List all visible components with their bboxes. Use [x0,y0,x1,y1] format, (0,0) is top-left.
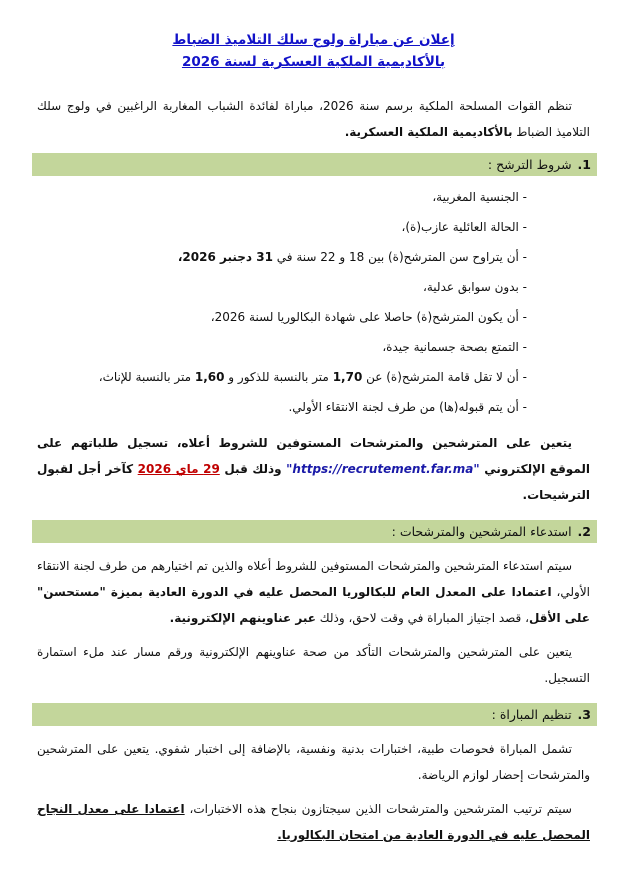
registration-deadline: 29 ماي 2026 [137,462,220,476]
condition-item [37,362,590,392]
paragraph-text: ، قصد اجتياز المباراة في وقت لاحق، وذلك [315,611,529,625]
condition-item: - بدون سوابق عدلية، [423,280,527,294]
condition-text: - أن لا تقل قامة المترشح(ة) عن [362,370,527,384]
intro-paragraph [37,93,590,145]
condition-item: - الجنسية المغربية، [432,190,527,204]
email-check-paragraph: يتعين على المترشحين والمترشحات التأكد من صحة عناوينهم الإلكترونية ورقم مسار عند ملء استمارة التسجيل. [37,645,590,685]
ranking-paragraph [37,796,590,848]
registration-text: كآخر أجل لقبول الترشيحات. [37,462,590,502]
section-number: 3. [577,707,591,722]
paragraph-text: سيتم استدعاء المترشحين والمترشحات المستوفين للشروط أعلاه والذين تم اختيارهم من طرف لجنة الانتقاء الأولي، [37,559,590,599]
intro-bold: بالأكاديمية الملكية العسكرية. [344,125,513,139]
section-title: تنظيم المباراة : [491,707,572,722]
registration-text: وذلك قبل [219,462,287,476]
section-heading-2 [32,520,597,543]
section-number: 2. [577,524,591,539]
spacer [37,73,590,93]
condition-text: - أن يتراوح سن المترشح(ة) بين 18 و 22 سنة في [272,250,527,264]
announcement-title-line2: بالأكاديمية الملكية العسكرية لسنة 2026 [181,54,446,70]
height-male: 1,70 [332,370,363,384]
condition-item [37,242,590,272]
spacer [37,788,590,796]
spacer [37,631,590,639]
section-title: استدعاء المترشحين والمترشحات : [391,524,572,539]
registration-text: يتعين على المترشحين والمترشحات المستوفين للشروط أعلاه، تسجيل طلباتهم على الموقع الإلكتروني [37,436,590,476]
announcement-title-line1: إعلان عن مباراة ولوج سلك التلاميذ الضباط [172,32,455,48]
condition-item: - التمتع بصحة جسمانية جيدة، [382,340,527,354]
exam-paragraph: تشمل المباراة فحوصات طبية، اختبارات بدنية ونفسية، بالإضافة إلى اختبار شفوي. يتعين على المترشحين والمترشحات إحضار لوازم الرياضة. [37,742,590,782]
paragraph-bold: اعتمادا على المعدل العام للبكالوريا المحصل عليه في الدورة العادية بميزة "مستحسن" على الأقل [37,585,590,625]
paragraph-bold: عبر عناوينهم الإلكترونية. [169,611,316,625]
condition-item: - الحالة العائلية عازب(ة)، [401,220,527,234]
section-heading-3 [32,703,597,726]
height-female: 1,60 [194,370,225,384]
spacer [37,422,590,430]
section-title: شروط الترشح : [487,157,572,172]
paragraph-text: سيتم ترتيب المترشحين والمترشحات الذين سيجتازون بنجاح هذه الاختبارات، [184,802,572,816]
condition-item: - أن يكون المترشح(ة) حاصلا على شهادة البكالوريا لسنة 2026، [210,310,527,324]
registration-link[interactable]: "https://recrutement.far.ma" [286,462,480,476]
section-number: 1. [577,157,591,172]
registration-paragraph [37,430,590,508]
intro-text: تنظم القوات المسلحة الملكية برسم سنة 2026، مباراة لفائدة الشباب المغاربة الراغبين في ولوج سلك التلاميذ الضباط [37,99,590,139]
condition-item: - أن يتم قبوله(ها) من طرف لجنة الانتقاء الأولي. [288,400,527,414]
section-heading-1 [32,153,597,176]
condition-text: متر بالنسبة للإناث، [98,370,195,384]
convocation-paragraph [37,553,590,631]
condition-text: متر بالنسبة للذكور و [224,370,333,384]
paragraph-bold-underlined: اعتمادا على معدل النجاح المحصل عليه في الدورة العادية من امتحان البكالوريا. [37,802,590,842]
condition-date: 31 دجنبر 2026، [177,250,273,264]
